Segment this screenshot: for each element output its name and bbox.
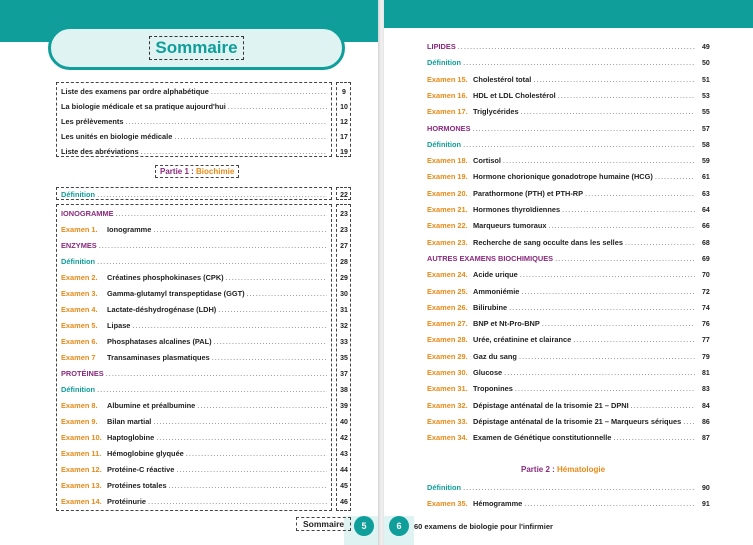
- toc-entry[interactable]: [427, 252, 695, 263]
- toc-label: Gamma-glutamyl transpeptidase (GGT): [107, 289, 245, 298]
- toc-exam-number: Examen 31.: [427, 384, 468, 394]
- toc-page: 79: [702, 353, 710, 361]
- toc-page: 66: [702, 223, 710, 231]
- toc-leader: [683, 417, 695, 426]
- toc-entry[interactable]: [427, 481, 695, 492]
- toc-entry[interactable]: [427, 350, 695, 361]
- partie-frame: [155, 165, 239, 178]
- toc-page: 55: [702, 109, 710, 117]
- toc-entry[interactable]: [427, 122, 695, 133]
- toc-page: 74: [702, 304, 710, 312]
- toc-leader: [625, 238, 695, 247]
- toc-label: Les prélèvements: [61, 117, 124, 126]
- toc-page: 45: [340, 483, 348, 490]
- toc-leader: [533, 75, 695, 84]
- toc-entry[interactable]: [427, 382, 695, 393]
- toc-entry[interactable]: [427, 219, 695, 230]
- toc-entry[interactable]: [427, 73, 695, 84]
- toc-label: Bilirubine: [473, 302, 508, 312]
- toc-entry[interactable]: [427, 154, 695, 165]
- toc-page: 46: [340, 499, 348, 506]
- toc-leader: [176, 465, 327, 474]
- toc-exam-number: Examen 26.: [427, 302, 468, 312]
- toc-exam-number: Examen 13.: [61, 481, 102, 490]
- toc-leader: [186, 449, 327, 458]
- toc-label: Ionogramme: [107, 225, 152, 234]
- toc-entry[interactable]: [427, 399, 695, 410]
- page-number-badge: 6: [389, 516, 409, 536]
- toc-exam-number: Examen 6.: [61, 337, 98, 346]
- toc-exam-number: Examen 28.: [427, 335, 468, 345]
- toc-exam-number: Examen 20.: [427, 188, 468, 198]
- toc-label: AUTRES EXAMENS BIOCHIMIQUES: [427, 253, 554, 263]
- toc-entry[interactable]: [61, 463, 327, 474]
- partie-heading: [521, 465, 605, 474]
- toc-entry[interactable]: [61, 223, 327, 234]
- toc-page: 23: [340, 227, 348, 234]
- toc-label: Dépistage anténatal de la trisomie 21 – Marqueurs sériques: [473, 416, 682, 426]
- toc-leader: [156, 433, 327, 442]
- toc-label: Triglycérides: [473, 107, 519, 117]
- toc-page: 59: [702, 158, 710, 166]
- toc-leader: [97, 257, 327, 266]
- toc-page: 91: [702, 501, 710, 508]
- toc-leader: [132, 321, 327, 330]
- toc-leader: [585, 189, 695, 198]
- toc-label: Protéines totales: [107, 481, 167, 490]
- toc-label: Gaz du sang: [473, 351, 517, 361]
- toc-exam-number: Examen 1.: [61, 225, 98, 234]
- toc-leader: [214, 337, 327, 346]
- toc-page: 76: [702, 321, 710, 329]
- toc-page: 81: [702, 370, 710, 377]
- toc-label: Acide urique: [473, 270, 518, 280]
- toc-leader: [197, 401, 327, 410]
- toc-page: 57: [702, 125, 710, 133]
- footer-label: Sommaire: [296, 517, 351, 531]
- toc-exam-number: Examen 34.: [427, 433, 468, 443]
- toc-leader: [549, 221, 695, 230]
- toc-entry[interactable]: [427, 105, 695, 116]
- toc-label: Créatines phosphokinases (CPK): [107, 273, 224, 282]
- toc-label: Transaminases plasmatiques: [107, 353, 210, 362]
- toc-page: 68: [702, 239, 710, 247]
- toc-entry[interactable]: [61, 495, 327, 506]
- toc-exam-number: Examen 5.: [61, 321, 98, 330]
- toc-page: 19: [340, 149, 348, 156]
- toc-label: Examen de Génétique constitutionnelle: [473, 433, 612, 443]
- toc-label: Définition: [61, 190, 96, 199]
- toc-exam-number: Examen 18.: [427, 156, 468, 166]
- toc-leader: [153, 417, 327, 426]
- toc-page: 30: [340, 291, 348, 298]
- toc-page: 84: [702, 402, 710, 410]
- toc-leader: [515, 384, 695, 393]
- toc-label: Haptoglobine: [107, 433, 155, 442]
- toc-page: 42: [340, 435, 348, 442]
- toc-exam-number: Examen 9.: [61, 417, 98, 426]
- toc-leader: [226, 273, 327, 282]
- toc-label: Définition: [427, 58, 462, 68]
- toc-label: IONOGRAMME: [61, 209, 114, 218]
- toc-label: Dépistage anténatal de la trisomie 21 – DPNI: [473, 400, 629, 410]
- toc-leader: [99, 241, 327, 250]
- toc-entry[interactable]: [427, 56, 695, 67]
- toc-leader: [573, 335, 695, 344]
- toc-leader: [473, 124, 695, 133]
- toc-label: Liste des abréviations: [61, 147, 139, 156]
- toc-label: Urée, créatinine et clairance: [473, 335, 572, 345]
- toc-label: Phosphatases alcalines (PAL): [107, 337, 212, 346]
- toc-leader: [555, 254, 695, 263]
- toc-label: Marqueurs tumoraux: [473, 221, 547, 231]
- right-page: [384, 0, 753, 545]
- toc-exam-number: Examen 35.: [427, 499, 468, 508]
- toc-exam-number: Examen 16.: [427, 90, 468, 100]
- toc-page: 12: [340, 119, 348, 126]
- toc-label: HORMONES: [427, 123, 471, 133]
- toc-leader: [631, 401, 695, 410]
- toc-exam-number: Examen 22.: [427, 221, 468, 231]
- toc-exam-number: Examen 30.: [427, 368, 468, 377]
- toc-leader: [174, 132, 327, 141]
- toc-entry[interactable]: [427, 170, 695, 181]
- partie-name: Hématologie: [557, 465, 606, 474]
- toc-page: 53: [702, 92, 710, 100]
- toc-exam-number: Examen 21.: [427, 205, 468, 214]
- toc-leader: [520, 270, 695, 279]
- title-frame: [149, 36, 243, 60]
- toc-entry[interactable]: [61, 399, 327, 410]
- toc-label: Liste des examens par ordre alphabétique: [61, 87, 209, 96]
- toc-exam-number: Examen 23.: [427, 237, 468, 247]
- toc-leader: [212, 353, 327, 362]
- toc-entry[interactable]: [61, 145, 327, 156]
- toc-exam-number: Examen 14.: [61, 497, 102, 506]
- toc-entry[interactable]: [61, 383, 327, 394]
- toc-entry[interactable]: [427, 187, 695, 198]
- toc-page: 27: [340, 243, 348, 250]
- toc-page: 32: [340, 323, 348, 330]
- toc-exam-number: Examen 17.: [427, 107, 468, 117]
- toc-page: 63: [702, 190, 710, 198]
- toc-page: 31: [340, 307, 348, 314]
- toc-leader: [211, 87, 327, 96]
- toc-entry[interactable]: [427, 431, 695, 442]
- toc-page: 61: [702, 174, 710, 182]
- toc-label: Recherche de sang occulte dans les selles: [473, 237, 623, 247]
- toc-exam-number: Examen 11.: [61, 449, 102, 458]
- toc-exam-number: Examen 25.: [427, 286, 468, 296]
- toc-exam-number: Examen 8.: [61, 401, 98, 410]
- toc-exam-number: Examen 7: [61, 353, 96, 362]
- toc-label: Cholestérol total: [473, 74, 532, 84]
- toc-exam-number: Examen 19.: [427, 172, 468, 182]
- toc-page: 58: [702, 141, 710, 149]
- toc-page: 49: [702, 44, 710, 51]
- toc-page: 51: [702, 76, 710, 84]
- title-banner: [48, 26, 345, 70]
- toc-leader: [463, 483, 695, 492]
- toc-entry[interactable]: [427, 89, 695, 100]
- toc-label: PROTÉINES: [61, 369, 104, 378]
- toc-entry[interactable]: [427, 366, 695, 377]
- toc-entry[interactable]: [427, 301, 695, 312]
- toc-label: Définition: [61, 385, 96, 394]
- toc-leader: [247, 289, 327, 298]
- toc-exam-number: Examen 4.: [61, 305, 98, 314]
- toc-exam-number: Examen 12.: [61, 465, 102, 474]
- toc-page: 33: [340, 339, 348, 346]
- toc-label: Glucose: [473, 368, 503, 377]
- toc-leader: [562, 205, 695, 214]
- toc-leader: [148, 497, 327, 506]
- toc-page: 70: [702, 272, 710, 280]
- toc-leader: [97, 385, 327, 394]
- toc-label: Ammoniémie: [473, 286, 520, 296]
- toc-page: 39: [340, 403, 348, 410]
- toc-entry[interactable]: [61, 255, 327, 266]
- toc-entry[interactable]: [61, 447, 327, 458]
- toc-label: Lipase: [107, 321, 131, 330]
- toc-label: ENZYMES: [61, 241, 97, 250]
- toc-leader: [504, 368, 695, 377]
- toc-entry[interactable]: [427, 317, 695, 328]
- toc-leader: [153, 225, 327, 234]
- toc-page: 43: [340, 451, 348, 458]
- toc-label: Troponines: [473, 384, 513, 394]
- toc-page: 50: [702, 60, 710, 68]
- toc-entry[interactable]: [427, 285, 695, 296]
- toc-leader: [519, 352, 695, 361]
- toc-entry[interactable]: [61, 271, 327, 282]
- toc-page: 40: [340, 419, 348, 426]
- toc-leader: [463, 58, 695, 67]
- toc-page: 44: [340, 467, 348, 474]
- toc-leader: [141, 147, 327, 156]
- toc-entry[interactable]: [61, 130, 327, 141]
- toc-page: 72: [702, 288, 710, 296]
- toc-entry[interactable]: [61, 207, 327, 218]
- toc-entry[interactable]: [427, 415, 695, 426]
- toc-leader: [542, 319, 695, 328]
- toc-label: Bilan martial: [107, 417, 152, 426]
- toc-leader: [228, 102, 327, 111]
- toc-entry[interactable]: [427, 268, 695, 279]
- toc-page: 83: [702, 386, 710, 394]
- toc-leader: [116, 209, 327, 218]
- toc-exam-number: Examen 2.: [61, 273, 98, 282]
- toc-page: 22: [340, 192, 348, 199]
- toc-leader: [125, 117, 327, 126]
- toc-page: 38: [340, 387, 348, 394]
- toc-label: Lactate-déshydrogénase (LDH): [107, 305, 217, 314]
- page-number-badge: 5: [354, 516, 374, 536]
- partie-name: Biochimie: [196, 167, 235, 176]
- toc-page: 23: [340, 211, 348, 218]
- toc-entry[interactable]: [427, 333, 695, 344]
- toc-entry[interactable]: [427, 203, 695, 214]
- toc-leader: [503, 156, 695, 165]
- toc-leader: [509, 303, 695, 312]
- toc-exam-number: Examen 29.: [427, 351, 468, 361]
- page-title: Sommaire: [155, 38, 238, 57]
- toc-leader: [169, 481, 327, 490]
- toc-leader: [463, 140, 695, 149]
- toc-label: Hormone chorionique gonadotrope humaine (HCG): [473, 172, 653, 182]
- toc-page: 69: [702, 255, 710, 263]
- toc-exam-number: Examen 27.: [427, 319, 468, 329]
- toc-entry[interactable]: [427, 236, 695, 247]
- toc-label: Protéinurie: [107, 497, 147, 506]
- toc-exam-number: Examen 10.: [61, 433, 102, 442]
- toc-entry[interactable]: [61, 335, 327, 346]
- toc-entry[interactable]: [61, 100, 327, 111]
- toc-label: Cortisol: [473, 156, 501, 166]
- toc-label: HDL et LDL Cholestérol: [473, 90, 556, 100]
- toc-leader: [613, 433, 695, 442]
- toc-entry[interactable]: [61, 415, 327, 426]
- toc-page: 9: [342, 89, 346, 96]
- toc-leader: [218, 305, 327, 314]
- toc-entry[interactable]: [61, 319, 327, 330]
- toc-label: BNP et Nt-Pro-BNP: [473, 319, 540, 329]
- toc-definition[interactable]: [61, 188, 327, 199]
- toc-page: 35: [340, 355, 348, 362]
- toc-entry[interactable]: [61, 239, 327, 250]
- toc-leader: [458, 42, 695, 51]
- toc-label: Protéine-C réactive: [107, 465, 175, 474]
- toc-label: Définition: [427, 139, 462, 149]
- toc-entry[interactable]: [61, 367, 327, 378]
- toc-entry[interactable]: [61, 303, 327, 314]
- footer-label: 60 examens de biologie pour l'infirmier: [414, 522, 553, 531]
- toc-page: 29: [340, 275, 348, 282]
- toc-exam-number: Examen 3.: [61, 289, 98, 298]
- toc-leader: [655, 172, 695, 181]
- toc-label: Albumine et préalbumine: [107, 401, 196, 410]
- toc-label: Définition: [427, 483, 462, 492]
- toc-page: 77: [702, 337, 710, 345]
- toc-entry[interactable]: [61, 115, 327, 126]
- partie-label: Partie 1 :: [160, 167, 194, 176]
- toc-page: 10: [340, 104, 348, 111]
- toc-exam-number: Examen 32.: [427, 400, 468, 410]
- toc-entry[interactable]: [61, 479, 327, 490]
- toc-entry[interactable]: [61, 85, 327, 96]
- toc-exam-number: Examen 33.: [427, 416, 468, 426]
- toc-leader: [521, 107, 695, 116]
- toc-label: Hémogramme: [473, 499, 523, 508]
- toc-leader: [524, 499, 695, 508]
- toc-page: 28: [340, 259, 348, 266]
- toc-label: LIPIDES: [427, 42, 456, 51]
- toc-label: Les unités en biologie médicale: [61, 132, 173, 141]
- toc-exam-number: Examen 24.: [427, 270, 468, 280]
- toc-page: 86: [702, 418, 710, 426]
- toc-entry[interactable]: [61, 431, 327, 442]
- toc-entry[interactable]: [61, 351, 327, 362]
- toc-page: 17: [340, 134, 348, 141]
- toc-entry[interactable]: [427, 138, 695, 149]
- toc-label: Hémoglobine glyquée: [107, 449, 184, 458]
- toc-label: La biologie médicale et sa pratique aujourd'hui: [61, 102, 226, 111]
- header-band: [384, 0, 753, 28]
- toc-entry[interactable]: [427, 40, 695, 51]
- toc-entry[interactable]: [61, 287, 327, 298]
- toc-entry[interactable]: [427, 497, 695, 508]
- toc-exam-number: Examen 15.: [427, 74, 468, 84]
- toc-page: 37: [340, 371, 348, 378]
- toc-page: 64: [702, 207, 710, 214]
- toc-label: Hormones thyroïdiennes: [473, 205, 561, 214]
- toc-page: 87: [702, 435, 710, 443]
- toc-label: Parathormone (PTH) et PTH-RP: [473, 188, 584, 198]
- toc-leader: [521, 287, 695, 296]
- toc-page: 90: [702, 485, 710, 492]
- partie-label: Partie 2 :: [521, 465, 555, 474]
- toc-leader: [106, 369, 327, 378]
- toc-label: Définition: [61, 257, 96, 266]
- toc-leader: [558, 91, 695, 100]
- partie-heading: [155, 167, 239, 176]
